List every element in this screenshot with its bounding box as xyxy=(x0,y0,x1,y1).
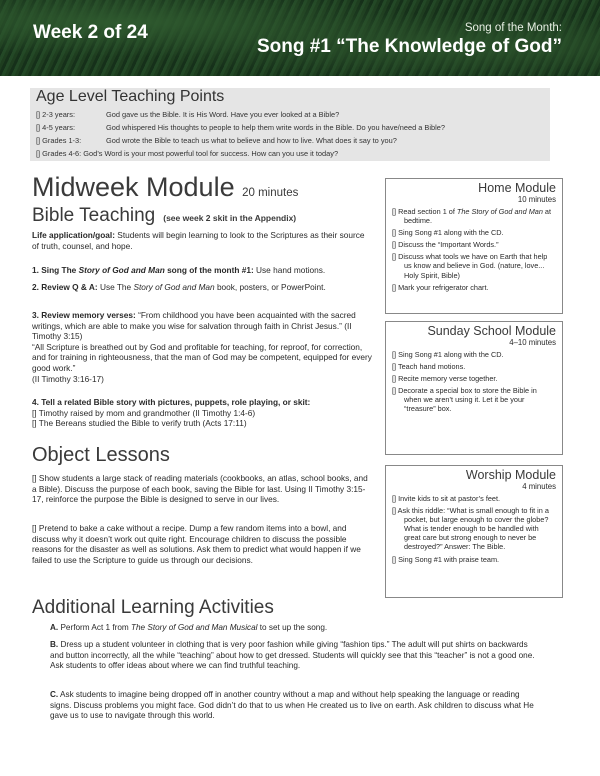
home-item: [] Read section 1 of The Story of God and Man at bedtime. xyxy=(392,207,552,226)
home-item: [] Mark your refrigerator chart. xyxy=(392,282,489,292)
worship-module-title: Worship Module xyxy=(465,468,556,482)
home-module-box xyxy=(385,178,563,314)
worship-item: [] Sing Song #1 with praise team. xyxy=(392,554,500,564)
sunday-item: [] Teach hand motions. xyxy=(392,362,466,372)
sunday-item: [] Recite memory verse together. xyxy=(392,374,498,384)
song-title: Song #1 “The Knowledge of God” xyxy=(256,36,562,57)
life-application: Life application/goal: Students will begin learning to look to the Scriptures as their source of truth, counsel, and hope. xyxy=(32,230,365,251)
step-1: 1. Sing The Story of God and Man song of the month #1: Use hand motions. xyxy=(32,265,326,275)
home-item: [] Discuss what tools we have on Earth that help us know and believe in God. (nature, love... Holy Spirit, Bible) xyxy=(392,252,548,280)
step-4: 4. Tell a related Bible story with pictures, puppets, role playing, or skit: [] Timothy raised by mom and grandmother (II Timothy 1:4-6) [] The Bereans studied the Bible to verify truth (Acts 17:11) xyxy=(32,397,311,429)
worship-item: [] Invite kids to sit at pastor’s feet. xyxy=(392,494,501,503)
bible-teaching-title: Bible Teaching (see week 2 skit in the Appendix) xyxy=(32,205,297,226)
sunday-item: [] Decorate a special box to store the Bible in when we aren’t using it. Let it be your “treasure” box. xyxy=(392,386,537,414)
song-of-month-label: Song of the Month: xyxy=(464,22,562,34)
header-banner xyxy=(0,0,600,76)
home-item: [] Sing Song #1 along with the CD. xyxy=(392,228,504,238)
age-level-panel xyxy=(30,88,550,161)
worship-module-duration: 4 minutes xyxy=(522,482,556,491)
object-lessons-title: Object Lessons xyxy=(32,444,170,466)
object-lesson-1: [] Show students a large stack of reading materials (cookbooks, an atlas, school books, and a Bible). Discuss the purpose of each book, saving the Bible for last. Using II Timothy 3:15-17, reinforce the purpose the Bible is designed to serve in our lives. xyxy=(32,473,368,505)
additional-activities-title: Additional Learning Activities xyxy=(32,597,274,618)
age-row: [] Grades 4-6: God’s Word is your most powerful tool for success. How can you use it today? xyxy=(36,149,339,158)
home-item: [] Discuss the “Important Words.” xyxy=(392,240,499,250)
sunday-module-duration: 4–10 minutes xyxy=(509,338,556,347)
bible-teaching-note: (see week 2 skit in the Appendix) xyxy=(163,213,297,223)
activity-a: A. Perform Act 1 from The Story of God and Man Musical to set up the song. xyxy=(50,623,328,632)
age-row: [] 2-3 years: God gave us the Bible. It is His Word. Have you ever looked at a Bible? xyxy=(36,110,340,119)
age-level-title: Age Level Teaching Points xyxy=(36,88,225,105)
week-label: Week 2 of 24 xyxy=(33,22,148,43)
sunday-item: [] Sing Song #1 along with the CD. xyxy=(392,350,504,359)
step-2: 2. Review Q & A: Use The Story of God and Man book, posters, or PowerPoint. xyxy=(32,282,326,292)
worship-item: [] Ask this riddle: “What is small enough to fit in a pocket, but large enough to cover the globe? What is tender enough to be handled with great care but strong enough to never be destroyed?” Answer: The Bible. xyxy=(392,506,549,552)
midweek-duration: 20 minutes xyxy=(242,187,299,199)
sunday-module-title: Sunday School Module xyxy=(427,324,556,338)
activity-c: C. Ask students to imagine being dropped off in another country without a map and without help speaking the language or reading signs. Discuss problems you might face. God didn’t do that to us when He created us to live on earth. Ask children to discuss what He gave us to use to navigate through this world. xyxy=(50,690,534,720)
step-3: 3. Review memory verses: “From childhood you have been acquainted with the sacred writings, which are able to make you wise for salvation through faith in Christ Jesus.” (II Timothy 3:15) “All Scripture is breathed out by God and profitable for teaching, for reproof, for correction, and for training in righteousness, that the man of God may be competent, equipped for every good work.” (II Timothy 3:16-17) xyxy=(32,310,372,384)
activity-b: B. Dress up a student volunteer in clothing that is very poor fashion while giving “fashion tips.” The adult will put shirts on backwards and button incorrectly, all the while “teaching” about how to get dressed. Students will quickly see that this “teacher” is not a good one. Ask students to offer ideas about where we can find truthful teaching. xyxy=(50,640,535,670)
sunday-module-box xyxy=(385,321,563,455)
home-module-duration: 10 minutes xyxy=(517,195,556,204)
worship-module-box xyxy=(385,465,563,598)
midweek-title: Midweek Module 20 minutes xyxy=(32,172,299,202)
age-row: [] 4-5 years: God whispered His thoughts to people to help them write words in the Bible. Do you have/need a Bible? xyxy=(36,123,445,132)
object-lesson-2: [] Pretend to bake a cake without a recipe. Dump a few random items into a bowl, and discuss why it doesn’t work out quite right. Encourage children to discuss the possible reasons for the disaster as well as solutions. Ask them to predict what would happen if we failed to use the Scripture to guide us through our decisions. xyxy=(32,523,361,565)
age-row: [] Grades 1-3: God wrote the Bible to teach us what to believe and how to live. What does it say to you? xyxy=(36,136,397,145)
home-module-title: Home Module xyxy=(478,181,556,195)
